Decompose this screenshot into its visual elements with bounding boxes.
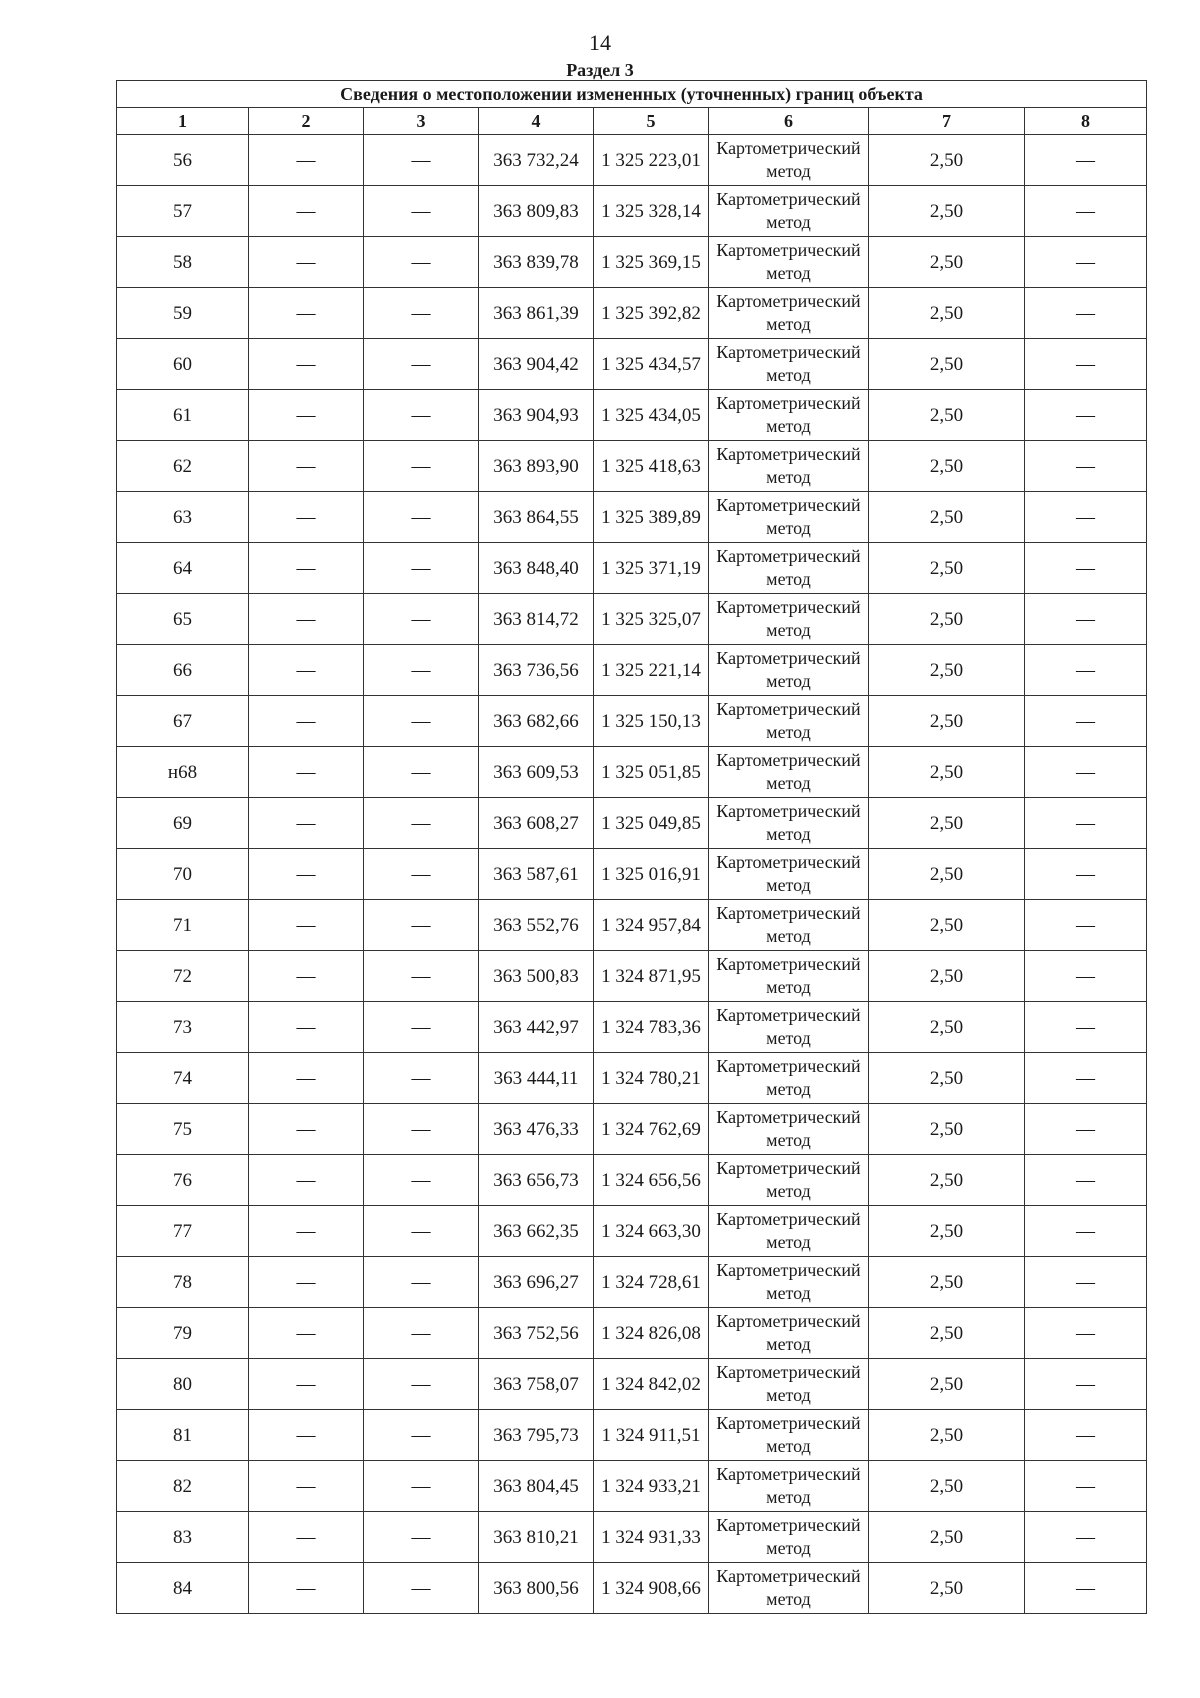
section-title: Раздел 3 <box>566 60 634 80</box>
accuracy-cell: 2,50 <box>869 849 1025 900</box>
col2-cell: — <box>249 441 364 492</box>
col2-cell: — <box>249 747 364 798</box>
x-coordinate-cell: 363 608,27 <box>479 798 594 849</box>
col2-cell: — <box>249 543 364 594</box>
point-number-cell: 81 <box>117 1410 249 1461</box>
y-coordinate-cell: 1 325 325,07 <box>594 594 709 645</box>
method-cell: Картометрический метод <box>709 1206 869 1257</box>
accuracy-cell: 2,50 <box>869 1257 1025 1308</box>
col8-cell: — <box>1025 1155 1147 1206</box>
table-row <box>117 1002 1147 1053</box>
y-coordinate-cell: 1 324 728,61 <box>594 1257 709 1308</box>
y-coordinate-cell: 1 324 663,30 <box>594 1206 709 1257</box>
accuracy-cell: 2,50 <box>869 1308 1025 1359</box>
col8-cell: — <box>1025 951 1147 1002</box>
col8-cell: — <box>1025 696 1147 747</box>
point-number-cell: 63 <box>117 492 249 543</box>
x-coordinate-cell: 363 804,45 <box>479 1461 594 1512</box>
col8-cell: — <box>1025 1563 1147 1614</box>
method-cell: Картометрический метод <box>709 594 869 645</box>
x-coordinate-cell: 363 656,73 <box>479 1155 594 1206</box>
y-coordinate-cell: 1 325 369,15 <box>594 237 709 288</box>
accuracy-cell: 2,50 <box>869 1104 1025 1155</box>
col2-cell: — <box>249 849 364 900</box>
x-coordinate-cell: 363 444,11 <box>479 1053 594 1104</box>
accuracy-cell: 2,50 <box>869 543 1025 594</box>
col3-cell: — <box>364 1308 479 1359</box>
x-coordinate-cell: 363 795,73 <box>479 1410 594 1461</box>
y-coordinate-cell: 1 324 871,95 <box>594 951 709 1002</box>
col3-cell: — <box>364 237 479 288</box>
col2-cell: — <box>249 900 364 951</box>
method-cell: Картометрический метод <box>709 543 869 594</box>
col8-cell: — <box>1025 543 1147 594</box>
table-row <box>117 390 1147 441</box>
x-coordinate-cell: 363 442,97 <box>479 1002 594 1053</box>
table-row <box>117 186 1147 237</box>
point-number-cell: 76 <box>117 1155 249 1206</box>
accuracy-cell: 2,50 <box>869 186 1025 237</box>
method-cell: Картометрический метод <box>709 1002 869 1053</box>
col2-cell: — <box>249 339 364 390</box>
column-number: 7 <box>869 108 1025 135</box>
col2-cell: — <box>249 1410 364 1461</box>
point-number-cell: 79 <box>117 1308 249 1359</box>
x-coordinate-cell: 363 476,33 <box>479 1104 594 1155</box>
col3-cell: — <box>364 849 479 900</box>
col3-cell: — <box>364 1053 479 1104</box>
y-coordinate-cell: 1 324 933,21 <box>594 1461 709 1512</box>
col8-cell: — <box>1025 1410 1147 1461</box>
table-row <box>117 900 1147 951</box>
y-coordinate-cell: 1 325 328,14 <box>594 186 709 237</box>
boundary-coordinates-table <box>116 80 1147 1614</box>
col2-cell: — <box>249 951 364 1002</box>
x-coordinate-cell: 363 552,76 <box>479 900 594 951</box>
y-coordinate-cell: 1 325 392,82 <box>594 288 709 339</box>
method-cell: Картометрический метод <box>709 288 869 339</box>
method-cell: Картометрический метод <box>709 1155 869 1206</box>
point-number-cell: 59 <box>117 288 249 339</box>
point-number-cell: 70 <box>117 849 249 900</box>
method-cell: Картометрический метод <box>709 1104 869 1155</box>
accuracy-cell: 2,50 <box>869 696 1025 747</box>
col3-cell: — <box>364 339 479 390</box>
col2-cell: — <box>249 1155 364 1206</box>
y-coordinate-cell: 1 325 418,63 <box>594 441 709 492</box>
col2-cell: — <box>249 1104 364 1155</box>
method-cell: Картометрический метод <box>709 1461 869 1512</box>
col3-cell: — <box>364 951 479 1002</box>
col8-cell: — <box>1025 1104 1147 1155</box>
accuracy-cell: 2,50 <box>869 237 1025 288</box>
method-cell: Картометрический метод <box>709 186 869 237</box>
method-cell: Картометрический метод <box>709 441 869 492</box>
col2-cell: — <box>249 1512 364 1563</box>
x-coordinate-cell: 363 904,93 <box>479 390 594 441</box>
point-number-cell: 58 <box>117 237 249 288</box>
col3-cell: — <box>364 645 479 696</box>
point-number-cell: 83 <box>117 1512 249 1563</box>
col3-cell: — <box>364 390 479 441</box>
point-number-cell: 74 <box>117 1053 249 1104</box>
point-number-cell: 84 <box>117 1563 249 1614</box>
column-number: 5 <box>594 108 709 135</box>
method-cell: Картометрический метод <box>709 951 869 1002</box>
method-cell: Картометрический метод <box>709 237 869 288</box>
x-coordinate-cell: 363 696,27 <box>479 1257 594 1308</box>
col3-cell: — <box>364 543 479 594</box>
col8-cell: — <box>1025 1002 1147 1053</box>
col2-cell: — <box>249 1257 364 1308</box>
method-cell: Картометрический метод <box>709 1359 869 1410</box>
y-coordinate-cell: 1 325 049,85 <box>594 798 709 849</box>
col2-cell: — <box>249 237 364 288</box>
col3-cell: — <box>364 1104 479 1155</box>
accuracy-cell: 2,50 <box>869 798 1025 849</box>
point-number-cell: 72 <box>117 951 249 1002</box>
point-number-cell: 78 <box>117 1257 249 1308</box>
point-number-cell: 57 <box>117 186 249 237</box>
method-cell: Картометрический метод <box>709 900 869 951</box>
y-coordinate-cell: 1 325 371,19 <box>594 543 709 594</box>
y-coordinate-cell: 1 325 434,05 <box>594 390 709 441</box>
accuracy-cell: 2,50 <box>869 1359 1025 1410</box>
col3-cell: — <box>364 696 479 747</box>
col2-cell: — <box>249 186 364 237</box>
method-cell: Картометрический метод <box>709 1563 869 1614</box>
table-row <box>117 1308 1147 1359</box>
point-number-cell: 64 <box>117 543 249 594</box>
table-row <box>117 645 1147 696</box>
table-caption: Сведения о местоположении измененных (уточненных) границ объекта <box>117 81 1147 108</box>
column-number: 3 <box>364 108 479 135</box>
column-number: 6 <box>709 108 869 135</box>
table-row <box>117 1512 1147 1563</box>
col3-cell: — <box>364 288 479 339</box>
col8-cell: — <box>1025 135 1147 186</box>
col8-cell: — <box>1025 798 1147 849</box>
table-row <box>117 135 1147 186</box>
table-row <box>117 1461 1147 1512</box>
y-coordinate-cell: 1 324 842,02 <box>594 1359 709 1410</box>
accuracy-cell: 2,50 <box>869 339 1025 390</box>
point-number-cell: 61 <box>117 390 249 441</box>
x-coordinate-cell: 363 587,61 <box>479 849 594 900</box>
table-row <box>117 1410 1147 1461</box>
y-coordinate-cell: 1 325 389,89 <box>594 492 709 543</box>
table-row <box>117 1359 1147 1410</box>
table-row <box>117 492 1147 543</box>
col8-cell: — <box>1025 1308 1147 1359</box>
accuracy-cell: 2,50 <box>869 1206 1025 1257</box>
col2-cell: — <box>249 288 364 339</box>
table-row <box>117 543 1147 594</box>
x-coordinate-cell: 363 800,56 <box>479 1563 594 1614</box>
col8-cell: — <box>1025 1206 1147 1257</box>
x-coordinate-cell: 363 682,66 <box>479 696 594 747</box>
col8-cell: — <box>1025 849 1147 900</box>
x-coordinate-cell: 363 809,83 <box>479 186 594 237</box>
x-coordinate-cell: 363 758,07 <box>479 1359 594 1410</box>
table-row <box>117 951 1147 1002</box>
table-row <box>117 339 1147 390</box>
col8-cell: — <box>1025 186 1147 237</box>
point-number-cell: 56 <box>117 135 249 186</box>
table-row <box>117 288 1147 339</box>
col8-cell: — <box>1025 1461 1147 1512</box>
col2-cell: — <box>249 1461 364 1512</box>
col3-cell: — <box>364 492 479 543</box>
col2-cell: — <box>249 1002 364 1053</box>
table-row <box>117 594 1147 645</box>
table-row <box>117 747 1147 798</box>
x-coordinate-cell: 363 732,24 <box>479 135 594 186</box>
method-cell: Картометрический метод <box>709 1257 869 1308</box>
col3-cell: — <box>364 594 479 645</box>
column-number: 8 <box>1025 108 1147 135</box>
table-row <box>117 1104 1147 1155</box>
y-coordinate-cell: 1 325 223,01 <box>594 135 709 186</box>
y-coordinate-cell: 1 324 911,51 <box>594 1410 709 1461</box>
accuracy-cell: 2,50 <box>869 1410 1025 1461</box>
col3-cell: — <box>364 1155 479 1206</box>
point-number-cell: 75 <box>117 1104 249 1155</box>
x-coordinate-cell: 363 500,83 <box>479 951 594 1002</box>
col3-cell: — <box>364 747 479 798</box>
y-coordinate-cell: 1 324 908,66 <box>594 1563 709 1614</box>
method-cell: Картометрический метод <box>709 747 869 798</box>
x-coordinate-cell: 363 893,90 <box>479 441 594 492</box>
col8-cell: — <box>1025 1512 1147 1563</box>
col3-cell: — <box>364 1206 479 1257</box>
col3-cell: — <box>364 1257 479 1308</box>
col8-cell: — <box>1025 492 1147 543</box>
table-row <box>117 441 1147 492</box>
point-number-cell: 60 <box>117 339 249 390</box>
column-number-row <box>117 108 1147 135</box>
point-number-cell: 65 <box>117 594 249 645</box>
col2-cell: — <box>249 390 364 441</box>
table-row <box>117 1257 1147 1308</box>
table-body <box>117 135 1147 1614</box>
col8-cell: — <box>1025 441 1147 492</box>
method-cell: Картометрический метод <box>709 696 869 747</box>
col2-cell: — <box>249 594 364 645</box>
point-number-cell: 80 <box>117 1359 249 1410</box>
col8-cell: — <box>1025 339 1147 390</box>
y-coordinate-cell: 1 324 656,56 <box>594 1155 709 1206</box>
accuracy-cell: 2,50 <box>869 441 1025 492</box>
y-coordinate-cell: 1 324 780,21 <box>594 1053 709 1104</box>
x-coordinate-cell: 363 609,53 <box>479 747 594 798</box>
col2-cell: — <box>249 645 364 696</box>
accuracy-cell: 2,50 <box>869 594 1025 645</box>
x-coordinate-cell: 363 864,55 <box>479 492 594 543</box>
col2-cell: — <box>249 492 364 543</box>
accuracy-cell: 2,50 <box>869 135 1025 186</box>
col2-cell: — <box>249 798 364 849</box>
col8-cell: — <box>1025 237 1147 288</box>
col3-cell: — <box>364 1410 479 1461</box>
accuracy-cell: 2,50 <box>869 645 1025 696</box>
table-row <box>117 237 1147 288</box>
point-number-cell: 73 <box>117 1002 249 1053</box>
x-coordinate-cell: 363 814,72 <box>479 594 594 645</box>
col3-cell: — <box>364 1359 479 1410</box>
table-row <box>117 1155 1147 1206</box>
method-cell: Картометрический метод <box>709 1512 869 1563</box>
point-number-cell: н68 <box>117 747 249 798</box>
accuracy-cell: 2,50 <box>869 1053 1025 1104</box>
accuracy-cell: 2,50 <box>869 1563 1025 1614</box>
method-cell: Картометрический метод <box>709 1410 869 1461</box>
col3-cell: — <box>364 798 479 849</box>
method-cell: Картометрический метод <box>709 390 869 441</box>
point-number-cell: 67 <box>117 696 249 747</box>
table-row <box>117 798 1147 849</box>
column-number: 4 <box>479 108 594 135</box>
col8-cell: — <box>1025 1359 1147 1410</box>
column-number: 1 <box>117 108 249 135</box>
column-number: 2 <box>249 108 364 135</box>
accuracy-cell: 2,50 <box>869 288 1025 339</box>
y-coordinate-cell: 1 325 016,91 <box>594 849 709 900</box>
table-row <box>117 1206 1147 1257</box>
table-caption-row <box>117 81 1147 108</box>
y-coordinate-cell: 1 324 931,33 <box>594 1512 709 1563</box>
accuracy-cell: 2,50 <box>869 1461 1025 1512</box>
y-coordinate-cell: 1 325 221,14 <box>594 645 709 696</box>
method-cell: Картометрический метод <box>709 339 869 390</box>
col8-cell: — <box>1025 645 1147 696</box>
col3-cell: — <box>364 1461 479 1512</box>
col3-cell: — <box>364 135 479 186</box>
x-coordinate-cell: 363 736,56 <box>479 645 594 696</box>
point-number-cell: 77 <box>117 1206 249 1257</box>
x-coordinate-cell: 363 810,21 <box>479 1512 594 1563</box>
col3-cell: — <box>364 1512 479 1563</box>
col8-cell: — <box>1025 747 1147 798</box>
accuracy-cell: 2,50 <box>869 951 1025 1002</box>
y-coordinate-cell: 1 325 051,85 <box>594 747 709 798</box>
table-row <box>117 696 1147 747</box>
table-row <box>117 1563 1147 1614</box>
y-coordinate-cell: 1 325 150,13 <box>594 696 709 747</box>
y-coordinate-cell: 1 324 957,84 <box>594 900 709 951</box>
accuracy-cell: 2,50 <box>869 900 1025 951</box>
col3-cell: — <box>364 1002 479 1053</box>
y-coordinate-cell: 1 324 826,08 <box>594 1308 709 1359</box>
y-coordinate-cell: 1 324 783,36 <box>594 1002 709 1053</box>
page-number: 14 <box>589 30 611 55</box>
accuracy-cell: 2,50 <box>869 1002 1025 1053</box>
x-coordinate-cell: 363 839,78 <box>479 237 594 288</box>
method-cell: Картометрический метод <box>709 135 869 186</box>
x-coordinate-cell: 363 752,56 <box>479 1308 594 1359</box>
col8-cell: — <box>1025 1257 1147 1308</box>
method-cell: Картометрический метод <box>709 1308 869 1359</box>
col3-cell: — <box>364 1563 479 1614</box>
point-number-cell: 71 <box>117 900 249 951</box>
point-number-cell: 69 <box>117 798 249 849</box>
method-cell: Картометрический метод <box>709 849 869 900</box>
x-coordinate-cell: 363 662,35 <box>479 1206 594 1257</box>
col8-cell: — <box>1025 900 1147 951</box>
y-coordinate-cell: 1 324 762,69 <box>594 1104 709 1155</box>
method-cell: Картометрический метод <box>709 492 869 543</box>
col3-cell: — <box>364 441 479 492</box>
x-coordinate-cell: 363 848,40 <box>479 543 594 594</box>
col2-cell: — <box>249 1359 364 1410</box>
col8-cell: — <box>1025 594 1147 645</box>
point-number-cell: 62 <box>117 441 249 492</box>
x-coordinate-cell: 363 904,42 <box>479 339 594 390</box>
method-cell: Картометрический метод <box>709 1053 869 1104</box>
table-row <box>117 1053 1147 1104</box>
col8-cell: — <box>1025 288 1147 339</box>
accuracy-cell: 2,50 <box>869 1512 1025 1563</box>
point-number-cell: 66 <box>117 645 249 696</box>
col8-cell: — <box>1025 1053 1147 1104</box>
accuracy-cell: 2,50 <box>869 492 1025 543</box>
accuracy-cell: 2,50 <box>869 1155 1025 1206</box>
col2-cell: — <box>249 1206 364 1257</box>
col3-cell: — <box>364 186 479 237</box>
y-coordinate-cell: 1 325 434,57 <box>594 339 709 390</box>
col8-cell: — <box>1025 390 1147 441</box>
col3-cell: — <box>364 900 479 951</box>
col2-cell: — <box>249 1563 364 1614</box>
method-cell: Картометрический метод <box>709 645 869 696</box>
col2-cell: — <box>249 696 364 747</box>
col2-cell: — <box>249 135 364 186</box>
accuracy-cell: 2,50 <box>869 390 1025 441</box>
table-row <box>117 849 1147 900</box>
accuracy-cell: 2,50 <box>869 747 1025 798</box>
point-number-cell: 82 <box>117 1461 249 1512</box>
col2-cell: — <box>249 1053 364 1104</box>
method-cell: Картометрический метод <box>709 798 869 849</box>
col2-cell: — <box>249 1308 364 1359</box>
x-coordinate-cell: 363 861,39 <box>479 288 594 339</box>
